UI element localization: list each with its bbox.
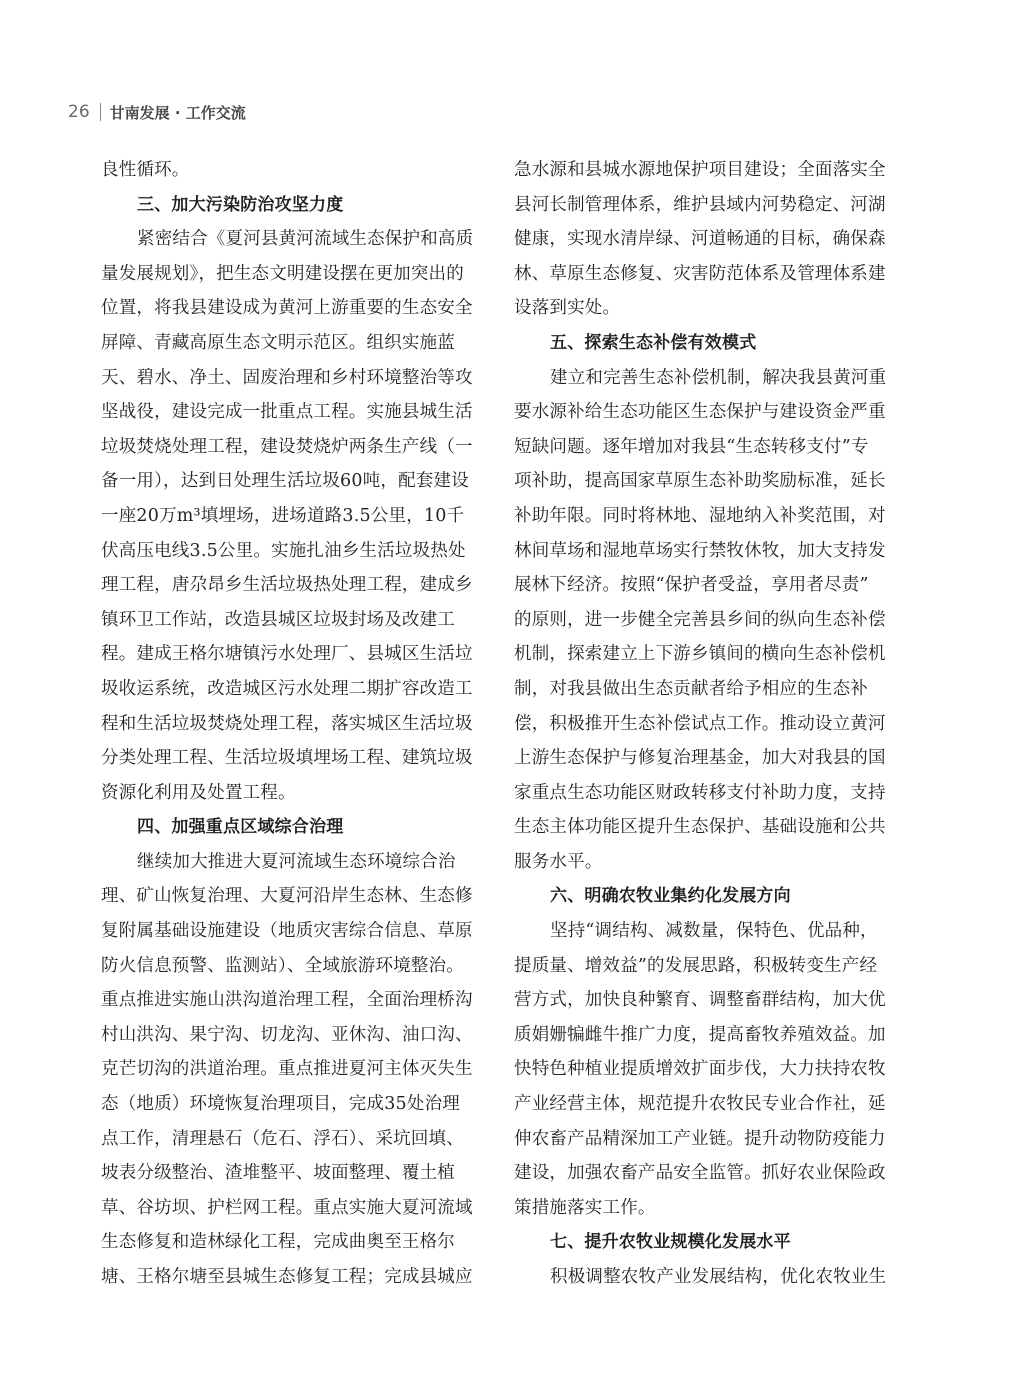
text-line: 家重点生态功能区财政转移支付补助力度，支持 <box>514 782 886 803</box>
text-line: 要水源补给生态功能区生态保护与建设资金严重 <box>514 402 886 423</box>
text-line: 资源化利用及处置工程。 <box>101 782 296 803</box>
text-line: 补助年限。同时将林地、湿地纳入补奖范围，对 <box>514 505 886 526</box>
text-line: 良性循环。 <box>101 160 190 180</box>
right-column <box>514 153 890 1295</box>
text-line: 屏障、青藏高原生态文明示范区。组织实施蓝 <box>101 332 455 353</box>
text-line: 程和生活垃圾焚烧处理工程，落实城区生活垃圾 <box>101 713 473 734</box>
text-line: 继续加大推进大夏河流域生态环境综合治 <box>137 851 456 872</box>
text-line: 建设，加强农畜产品安全监管。抓好农业保险政 <box>514 1163 886 1184</box>
text-line: 项补助，提高国家草原生态补助奖励标准，延长 <box>514 471 886 492</box>
text-line: 圾收运系统，改造城区污水处理二期扩容改造工 <box>101 678 473 699</box>
text-line: 伏高压电线3.5公里。实施扎油乡生活垃圾热处 <box>101 540 466 561</box>
text-line: 坡表分级整治、渣堆整平、坡面整理、覆土植 <box>101 1163 455 1184</box>
text-line: 积极调整农牧产业发展结构，优化农牧业生 <box>550 1267 887 1287</box>
text-line: 坚战役，建设完成一批重点工程。实施县城生活 <box>101 402 473 423</box>
text-line: 塘、王格尔塘至县城生态修复工程；完成县城应 <box>101 1267 473 1287</box>
text-line: 林、草原生态修复、灾害防范体系及管理体系建 <box>514 263 886 284</box>
text-line: 量发展规划》，把生态文明建设摆在更加突出的 <box>101 263 464 284</box>
text-line: 上游生态保护与修复治理基金，加大对我县的国 <box>514 748 886 769</box>
text-line: 机制，探索建立上下游乡镇间的横向生态补偿机 <box>514 644 886 665</box>
running-title: 甘南发展 · 工作交流 <box>109 103 246 122</box>
text-line: 镇环卫工作站，改造县城区垃圾封场及改建工 <box>101 609 455 630</box>
text-line: 营方式，加快良种繁育、调整畜群结构，加大优 <box>514 990 886 1011</box>
text-line: 产业经营主体，规范提升农牧民专业合作社，延 <box>514 1094 886 1115</box>
text-line: 村山洪沟、果宁沟、切龙沟、亚休沟、油口沟、 <box>101 1024 473 1045</box>
text-line: 草、谷坊坝、护栏网工程。重点实施大夏河流域 <box>101 1197 473 1218</box>
text-line: 分类处理工程、生活垃圾填埋场工程、建筑垃圾 <box>101 748 473 769</box>
text-line: 县河长制管理体系，维护县域内河势稳定、河湖 <box>514 194 886 215</box>
text-line: 短缺问题。逐年增加对我县“生态转移支付”专 <box>514 436 869 457</box>
text-line: 偿，积极推开生态补偿试点工作。推动设立黄河 <box>514 713 886 734</box>
text-line: 紧密结合《夏河县黄河流域生态保护和高质 <box>137 229 474 250</box>
text-line: 制，对我县做出生态贡献者给予相应的生态补 <box>514 678 868 699</box>
text-line: 服务水平。 <box>514 851 603 872</box>
text-line: 生态修复和造林绿化工程，完成曲奥至王格尔 <box>101 1232 455 1253</box>
text-line: 林间草场和湿地草场实行禁牧休牧，加大支持发 <box>514 540 886 561</box>
text-line: 生态主体功能区提升生态保护、基础设施和公共 <box>514 817 886 838</box>
text-line: 质娟姗犏雌牛推广力度，提高畜牧养殖效益。加 <box>514 1024 886 1045</box>
text-line: 位置，将我县建设成为黄河上游重要的生态安全 <box>101 298 473 319</box>
text-line: 防火信息预警、监测站）、全域旅游环境整治。 <box>101 955 464 976</box>
text-line: 策措施落实工作。 <box>514 1197 656 1218</box>
text-line: 急水源和县城水源地保护项目建设；全面落实全 <box>514 160 886 180</box>
text-line: 提质量、增效益”的发展思路，积极转变生产经 <box>514 955 878 976</box>
section-heading: 四、加强重点区域综合治理 <box>137 817 344 838</box>
header-divider <box>100 103 101 121</box>
text-line: 备一用），达到日处理生活垃圾60吨，配套建设 <box>101 471 469 492</box>
section-heading: 七、提升农牧业规模化发展水平 <box>550 1232 791 1253</box>
text-line: 复附属基础设施建设（地质灾害综合信息、草原 <box>101 921 473 942</box>
text-line: 程。建成王格尔塘镇污水处理厂、县城区生活垃 <box>101 644 473 665</box>
left-column <box>101 153 477 1295</box>
text-line: 天、碧水、净土、固废治理和乡村环境整治等攻 <box>101 367 473 388</box>
text-line: 健康，实现水清岸绿、河道畅通的目标，确保森 <box>514 229 886 250</box>
text-line: 态（地质）环境恢复治理项目，完成35处治理 <box>101 1094 460 1115</box>
text-line: 建立和完善生态补偿机制，解决我县黄河重 <box>550 367 887 388</box>
text-line: 点工作，清理悬石（危石、浮石）、采坑回填、 <box>101 1128 464 1149</box>
section-heading: 五、探索生态补偿有效模式 <box>550 332 757 353</box>
section-heading: 三、加大污染防治攻坚力度 <box>137 194 344 215</box>
text-line: 理工程，唐尕昂乡生活垃圾热处理工程，建成乡 <box>101 575 473 596</box>
text-line: 理、矿山恢复治理、大夏河沿岸生态林、生态修 <box>101 886 473 907</box>
page-header <box>68 99 246 125</box>
text-line: 伸农畜产品精深加工产业链。提升动物防疫能力 <box>514 1128 886 1149</box>
text-line: 垃圾焚烧处理工程，建设焚烧炉两条生产线（一 <box>101 436 473 457</box>
section-heading: 六、明确农牧业集约化发展方向 <box>550 886 791 907</box>
text-line: 克芒切沟的洪道治理。重点推进夏河主体灭失生 <box>101 1059 473 1080</box>
text-line: 重点推进实施山洪沟道治理工程，全面治理桥沟 <box>101 990 473 1011</box>
text-line: 快特色种植业提质增效扩面步伐，大力扶持农牧 <box>514 1059 886 1080</box>
text-line: 坚持“调结构、减数量，保特色、优品种， <box>550 921 878 942</box>
text-line: 的原则，进一步健全完善县乡间的纵向生态补偿 <box>514 609 886 630</box>
text-line: 一座20万m³填埋场，进场道路3.5公里，10千 <box>101 505 465 526</box>
text-line: 展林下经济。按照“保护者受益，享用者尽责” <box>514 575 869 596</box>
text-line: 设落到实处。 <box>514 298 621 319</box>
page-number: 26 <box>68 102 90 122</box>
